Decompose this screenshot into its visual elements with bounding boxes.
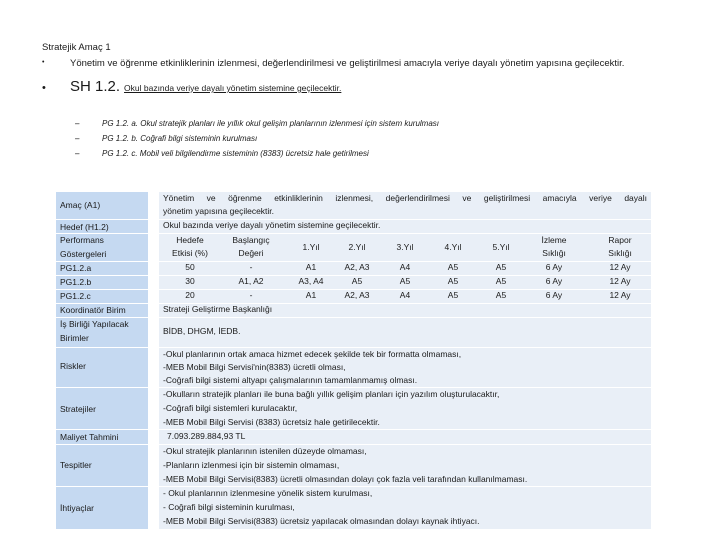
label-gostergeleri: Göstergeleri: [60, 249, 107, 259]
label-tespitler: Tespitler: [60, 460, 92, 470]
label-maliyet: Maliyet Tahmini: [60, 432, 119, 442]
header-izleme: İzleme: [541, 235, 567, 245]
header-yil-4: 4.Yıl: [444, 242, 462, 252]
maliyet-text: 7.093.289.884,93 TL: [167, 431, 246, 441]
label-pg-a: PG1.2.a: [60, 263, 92, 273]
row-c-etki: 20: [185, 290, 195, 300]
header-hedef-etkisi-2: Etkisi (%): [172, 248, 208, 258]
hedef-text: Okul bazında veriye dayalı yönetim sistemine geçilecektir.: [163, 220, 381, 230]
row-b-y3: A5: [399, 276, 411, 286]
koordinator-text: Strateji Geliştirme Başkanlığı: [163, 304, 273, 314]
row-a-rapor: 12 Ay: [609, 262, 631, 272]
sub-items: [75, 116, 439, 161]
row-c-y2: A2, A3: [344, 290, 370, 300]
label-stratejiler: Stratejiler: [60, 404, 96, 414]
row-a-y2: A2, A3: [344, 262, 370, 272]
row-b-rapor: 12 Ay: [609, 276, 631, 286]
row-a-y3: A4: [399, 262, 411, 272]
strateji-item: -MEB Mobil Bilgi Servisi (8383) ücretsiz hale getirilecektir.: [163, 417, 380, 427]
sh-number: SH 1.2.: [70, 78, 121, 95]
goal-bullet: [42, 58, 624, 69]
row-a-y5: A5: [495, 262, 507, 272]
row-c-y1: A1: [305, 290, 317, 300]
ihtiyac-item: -MEB Mobil Bilgi Servisi(8383) ücretsiz yapılacak olmasından dolayı kaynak ihtiyacı.: [163, 516, 480, 526]
isbirligi-text: BİDB, DHGM, İEDB.: [163, 326, 241, 336]
label-pg-b: PG1.2.b: [60, 277, 92, 287]
row-c-rapor: 12 Ay: [609, 290, 631, 300]
row-b-y4: A5: [447, 276, 459, 286]
bullet-icon: •: [42, 82, 46, 94]
risk-item: -Coğrafi bilgi sistemi altyapı çalışmalarının tamamlanmamış olması.: [163, 375, 418, 385]
header-yil-5: 5.Yıl: [492, 242, 510, 252]
strateji-item: -Okulların stratejik planları ile buna bağlı yıllık gelişim planları için yazılım oluşturulacaktır,: [163, 389, 500, 399]
goal-text: Yönetim ve öğrenme etkinliklerinin izlenmesi, değerlendirilmesi ve geliştirilmesi amacıyla veriye dayalı yönetim yapısına geçilecektir.: [70, 58, 625, 69]
row-a-izleme: 6 Ay: [545, 262, 563, 272]
row-b-y2: A5: [351, 276, 363, 286]
row-c-izleme: 6 Ay: [545, 290, 563, 300]
row-a-y1: A1: [305, 262, 317, 272]
label-riskler: Riskler: [60, 361, 86, 371]
row-c-baslangic: -: [249, 290, 253, 300]
label-amac: Amaç (A1): [60, 200, 101, 210]
row-a-etki: 50: [185, 262, 195, 272]
bullet-icon: •: [42, 59, 45, 66]
ihtiyac-item: - Coğrafi bilgi sisteminin kurulması,: [163, 502, 295, 512]
header-rapor-2: Sıklığı: [608, 248, 632, 258]
header-baslangic-2: Değeri: [238, 248, 264, 258]
header-rapor: Rapor: [608, 235, 632, 245]
sh-bullet: [42, 78, 341, 95]
row-c-y3: A4: [399, 290, 411, 300]
strateji-item: -Coğrafi bilgi sistemleri kurulacaktır,: [163, 403, 298, 413]
label-koordinator: Koordinatör Birim: [60, 305, 126, 315]
header-yil-3: 3.Yıl: [396, 242, 414, 252]
label-pg-c: PG1.2.c: [60, 291, 91, 301]
header-hedef-etkisi: Hedefe: [176, 235, 204, 245]
row-c-y5: A5: [495, 290, 507, 300]
header-izleme-2: Sıklığı: [542, 248, 566, 258]
label-hedef: Hedef (H1.2): [60, 222, 109, 232]
amac-text: Yönetim ve öğrenme etkinliklerinin izlenmesi, değerlendirilmesi ve geliştirilmesi amacıyla veriye dayalı: [163, 193, 647, 203]
amac-text-cont: yönetim yapısına geçilecektir.: [163, 206, 275, 216]
page-title: Stratejik Amaç 1: [42, 42, 111, 53]
sub-item: – PG 1.2. c. Mobil veli bilgilendirme sisteminin (8383) ücretsiz hale getirilmesi: [75, 149, 369, 158]
row-a-y4: A5: [447, 262, 459, 272]
row-b-y5: A5: [495, 276, 507, 286]
label-ihtiyaclar: İhtiyaçlar: [60, 503, 95, 513]
row-b-izleme: 6 Ay: [545, 276, 563, 286]
header-yil-2: 2.Yıl: [348, 242, 366, 252]
sh-text: Okul bazında veriye dayalı yönetim sistemine geçilecektir.: [124, 83, 342, 93]
header-yil-1: 1.Yıl: [302, 242, 320, 252]
tespit-item: -MEB Mobil Bilgi Servisi(8383) ücretli olmasından dolayı çok fazla veli tarafından kullanılmaması.: [163, 474, 528, 484]
risk-item: -Okul planlarının ortak amaca hizmet edecek şekilde tek bir formatta olmaması,: [163, 349, 462, 359]
risk-item: -MEB Mobil Bilgi Servisi'nin(8383) ücretli olması,: [163, 362, 346, 372]
content-column: [159, 192, 651, 529]
label-column: [56, 192, 148, 529]
label-isbirligi: İş Birliği Yapılacak: [60, 319, 129, 329]
row-b-y1: A3, A4: [298, 276, 324, 286]
tespit-item: -Planların izlenmesi için bir sistemin olmaması,: [163, 460, 340, 470]
sub-item: – PG 1.2. b. Coğrafi bilgi sisteminin kurulması: [75, 134, 258, 143]
row-a-baslangic: -: [249, 262, 253, 272]
row-c-y4: A5: [447, 290, 459, 300]
tespit-item: -Okul stratejik planlarının istenilen düzeyde olmaması,: [163, 446, 367, 456]
ihtiyac-item: - Okul planlarının izlenmesine yönelik sistem kurulması,: [163, 488, 373, 498]
label-performans: Performans: [60, 235, 104, 245]
header-baslangic: Başlangıç: [232, 235, 270, 245]
label-birimler: Birimler: [60, 333, 89, 343]
row-b-baslangic: A1, A2: [238, 276, 264, 286]
row-b-etki: 30: [185, 276, 195, 286]
sub-item: – PG 1.2. a. Okul stratejik planları ile yıllık okul gelişim planlarının izlenmesi için sistem kurulması: [75, 119, 440, 128]
